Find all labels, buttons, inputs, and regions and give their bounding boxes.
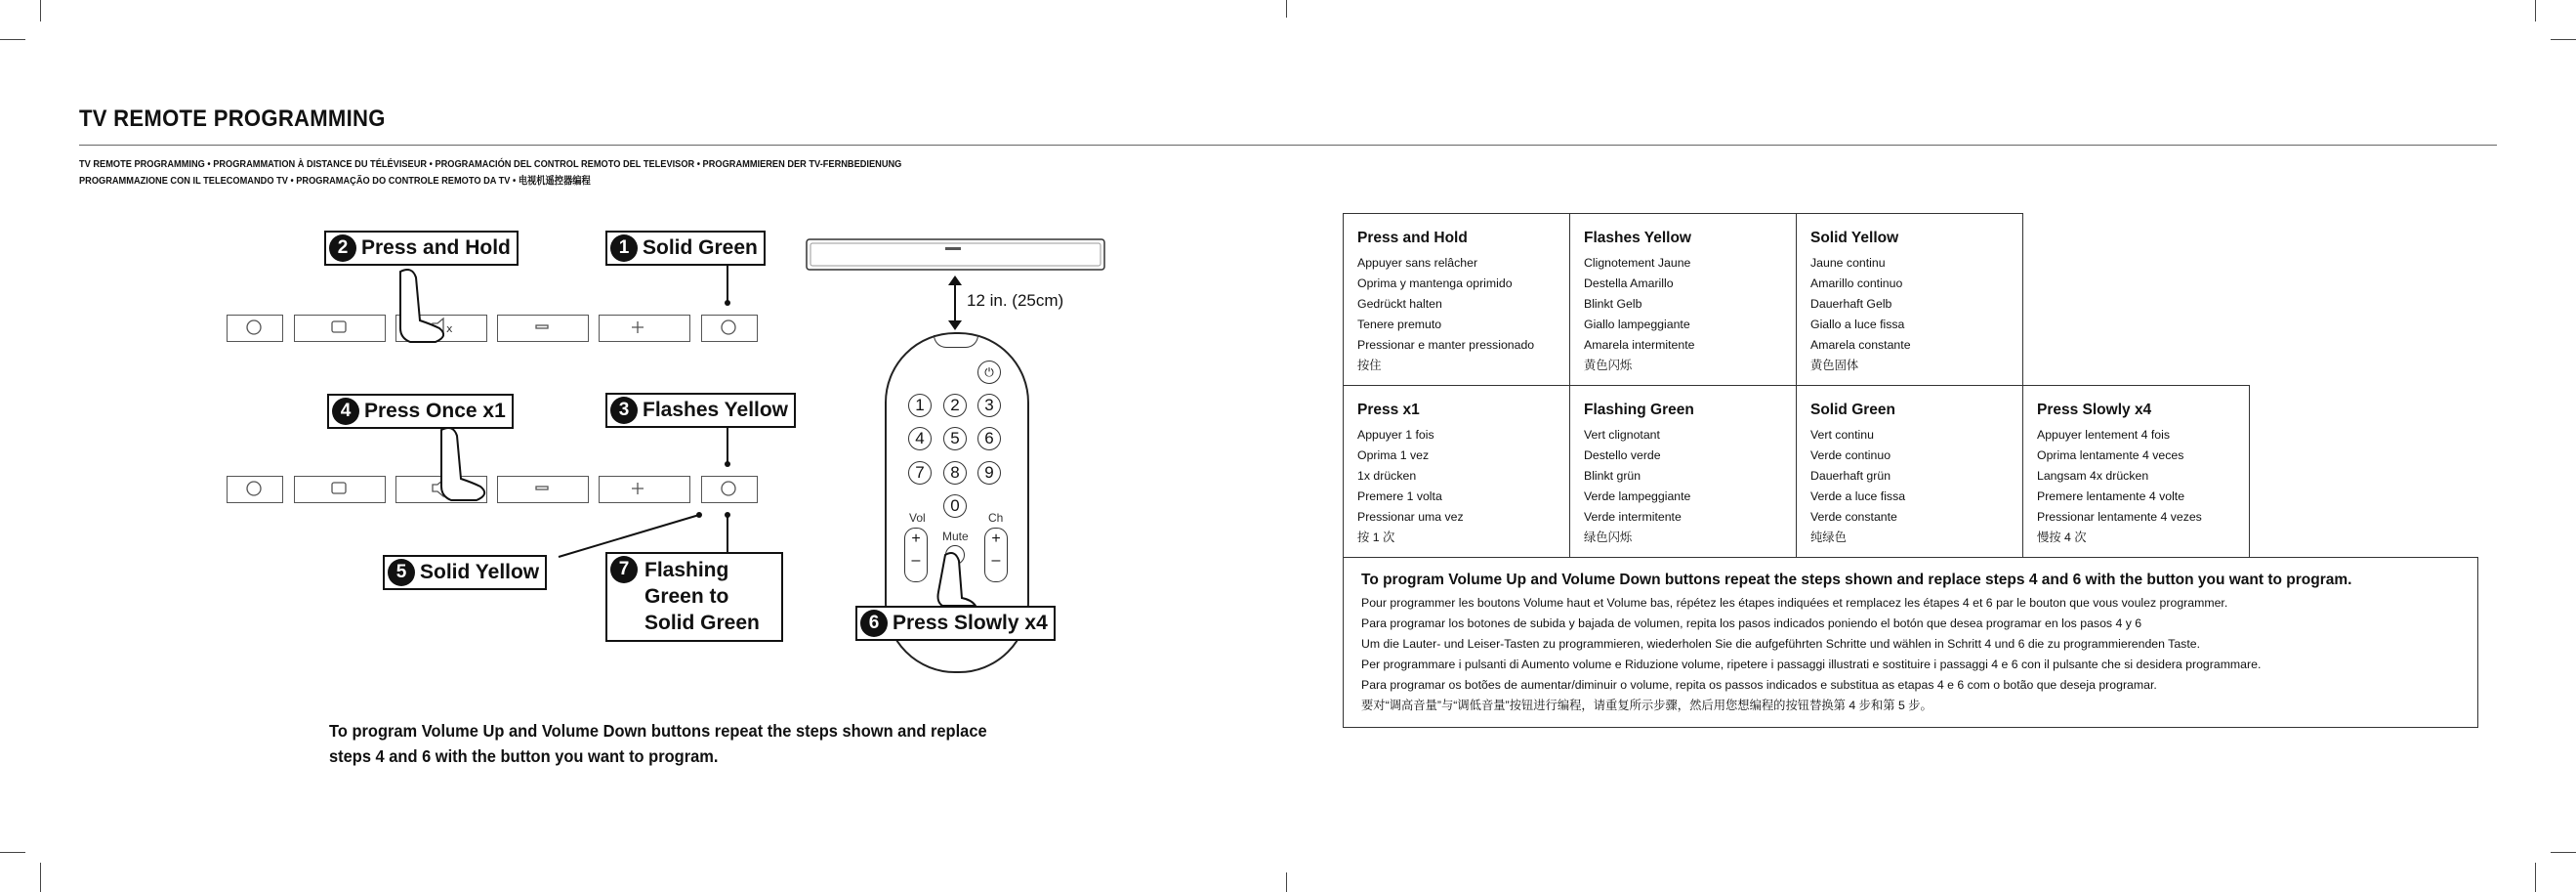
- step-label: Press Once x1: [364, 400, 506, 422]
- legend-cell-press-slowly-x4: [2022, 385, 2250, 558]
- legend-line: Tenere premuto: [1357, 318, 1442, 331]
- step-number: 4: [332, 398, 359, 425]
- step-number: 3: [610, 397, 638, 424]
- legend-line: Dauerhaft Gelb: [1810, 297, 1892, 311]
- legend-line: Verde constante: [1810, 510, 1897, 524]
- legend-line: Verde intermitente: [1584, 510, 1682, 524]
- step-number: 6: [860, 610, 888, 637]
- legend-line: Amarela constante: [1810, 338, 1911, 352]
- legend-line: Dauerhaft grün: [1810, 469, 1891, 483]
- legend-note-line: Para programar los botones de subida y bajada de volumen, repita los pasos indicados poniendo el botón que desea programar en los pasos 4 y 6: [1361, 616, 2142, 630]
- step-3-callout: [605, 393, 796, 428]
- digit-button[interactable]: 9: [977, 461, 1001, 485]
- legend-line: Blinkt Gelb: [1584, 297, 1642, 311]
- step-2-callout: [324, 231, 519, 266]
- legend-heading: Flashes Yellow: [1584, 230, 1691, 246]
- step-label-line: Solid Green: [644, 612, 760, 634]
- legend-line: Vert continu: [1810, 428, 1874, 442]
- legend-line: Premere 1 volta: [1357, 489, 1442, 503]
- legend-cell-solid-green: [1796, 385, 2023, 558]
- step-number: 1: [610, 234, 638, 262]
- digit-button[interactable]: 4: [908, 427, 932, 450]
- legend-heading: Press Slowly x4: [2037, 402, 2152, 418]
- legend-line: Premere lentamente 4 volte: [2037, 489, 2185, 503]
- step-label-line: Flashing: [644, 559, 729, 581]
- legend-line: Pressionar lentamente 4 vezes: [2037, 510, 2202, 524]
- step-7-callout: [605, 552, 783, 642]
- legend-heading: Flashing Green: [1584, 402, 1694, 418]
- step-1-callout: [605, 231, 766, 266]
- crop-mark: [2551, 39, 2576, 40]
- legend-line: 黄色闪烁: [1584, 359, 1633, 372]
- legend-line: 黄色固体: [1810, 359, 1859, 372]
- legend-line: 1x drücken: [1357, 469, 1417, 483]
- legend-note-line: Per programmare i pulsanti di Aumento volume e Riduzione volume, ripetere i passaggi illustrati e sostituire i passaggi 4 e 6 con il pulsante che si desidera programmare.: [1361, 658, 2262, 671]
- digit-button[interactable]: 8: [943, 461, 967, 485]
- legend-note-line: Para programar os botões de aumentar/diminuir o volume, repita os passos indicados e substitua as etapas 4 e 6 com o botão que deseja programar.: [1361, 678, 2157, 692]
- legend-line: Oprima lentamente 4 veces: [2037, 448, 2184, 462]
- legend-line: 纯绿色: [1810, 531, 1847, 544]
- crop-mark: [0, 852, 25, 853]
- legend-line: Verde lampeggiante: [1584, 489, 1691, 503]
- legend-line: 按住: [1357, 359, 1382, 372]
- step-4-callout: [327, 394, 514, 429]
- legend-line: Oprima 1 vez: [1357, 448, 1430, 462]
- digit-button[interactable]: 7: [908, 461, 932, 485]
- legend-cell-solid-yellow: [1796, 213, 2023, 386]
- legend-line: Giallo lampeggiante: [1584, 318, 1690, 331]
- step-label: Press Slowly x4: [893, 612, 1048, 634]
- power-button[interactable]: ⏻: [977, 361, 1001, 384]
- legend-line: Destello verde: [1584, 448, 1661, 462]
- legend-line: Langsam 4x drücken: [2037, 469, 2149, 483]
- remote-top-slot: [934, 335, 978, 348]
- ch-label: Ch: [988, 511, 1004, 525]
- legend-line: 绿色闪烁: [1584, 531, 1633, 544]
- crop-mark: [2535, 863, 2536, 892]
- legend-line: Vert clignotant: [1584, 428, 1660, 442]
- digit-button[interactable]: 2: [943, 394, 967, 417]
- legend-line: Jaune continu: [1810, 256, 1886, 270]
- step-6-callout: [855, 606, 1056, 641]
- digit-button[interactable]: 0: [943, 494, 967, 518]
- legend-line: Clignotement Jaune: [1584, 256, 1691, 270]
- step-5-callout: [383, 555, 547, 590]
- step-label: Solid Yellow: [420, 561, 540, 583]
- vol-label: Vol: [909, 511, 926, 525]
- legend-note-line: Pour programmer les boutons Volume haut et Volume bas, répétez les étapes indiquées et remplacez les étapes 4 et 6 par le bouton que vous voulez programmer.: [1361, 596, 2228, 610]
- legend-line: Verde continuo: [1810, 448, 1891, 462]
- digit-button[interactable]: 5: [943, 427, 967, 450]
- legend-cell-flashes-yellow: [1569, 213, 1797, 386]
- crop-mark: [1286, 872, 1287, 892]
- legend-line: Appuyer 1 fois: [1357, 428, 1434, 442]
- distance-label: 12 in. (25cm): [967, 291, 1064, 310]
- svg-text:x: x: [446, 322, 453, 335]
- legend-cell-flashing-green: [1569, 385, 1797, 558]
- step-label-line: Green to: [644, 585, 729, 608]
- legend-line: 按 1 次: [1357, 531, 1395, 544]
- legend-note-line: 要对“调高音量”与“调低音量”按钮进行编程，请重复所示步骤，然后用您想编程的按钮替换第 4 步和第 5 步。: [1361, 699, 1932, 712]
- legend-cell-press-and-hold: [1343, 213, 1570, 386]
- digit-button[interactable]: 3: [977, 394, 1001, 417]
- crop-mark: [40, 863, 41, 892]
- step-number: 7: [610, 556, 638, 583]
- legend-note-line: Um die Lauter- und Leiser-Tasten zu programmieren, wiederholen Sie die aufgeführten Schritte und wählen in Schritt 4 und 6 die zu programmierenden Taste.: [1361, 637, 2200, 651]
- legend-line: Destella Amarillo: [1584, 276, 1674, 290]
- step-label: Solid Green: [643, 236, 758, 259]
- channel-rocker[interactable]: + –: [984, 528, 1008, 582]
- digit-button[interactable]: 6: [977, 427, 1001, 450]
- digit-button[interactable]: 1: [908, 394, 932, 417]
- mute-label: Mute: [942, 530, 969, 543]
- legend-line: Pressionar uma vez: [1357, 510, 1464, 524]
- legend-line: Gedrückt halten: [1357, 297, 1442, 311]
- legend-line: Amarela intermitente: [1584, 338, 1695, 352]
- legend-heading: Solid Green: [1810, 402, 1895, 418]
- volume-rocker[interactable]: + –: [904, 528, 928, 582]
- legend-line: Appuyer lentement 4 fois: [2037, 428, 2171, 442]
- legend-heading: Press and Hold: [1357, 230, 1468, 246]
- crop-mark: [2535, 0, 2536, 21]
- legend-line: Oprima y mantenga oprimido: [1357, 276, 1513, 290]
- step-number: 5: [388, 559, 415, 586]
- crop-mark: [1286, 0, 1287, 18]
- diagram-footnote: To program Volume Up and Volume Down buttons repeat the steps shown and replace steps 4 and 6 with the button you want to program.: [329, 721, 987, 766]
- page-title: TV REMOTE PROGRAMMING: [79, 106, 386, 132]
- legend-note-heading: To program Volume Up and Volume Down buttons repeat the steps shown and replace steps 4 and 6 with the button you want to program.: [1361, 572, 2352, 588]
- legend-line: Giallo a luce fissa: [1810, 318, 1905, 331]
- step-number: 2: [329, 234, 356, 262]
- legend-line: Blinkt grün: [1584, 469, 1641, 483]
- step-label: Press and Hold: [361, 236, 511, 259]
- legend-heading: Solid Yellow: [1810, 230, 1899, 246]
- legend-line: Verde a luce fissa: [1810, 489, 1906, 503]
- subtitle-line-1: TV REMOTE PROGRAMMING • PROGRAMMATION À DISTANCE DU TÉLÉVISEUR • PROGRAMACIÓN DEL CONTROL REMOTO DEL TELEVISOR • PROGRAMMIEREN DER TV-FERNBEDIENUNG: [79, 158, 902, 170]
- legend-line: 慢按 4 次: [2037, 531, 2087, 544]
- crop-mark: [2551, 852, 2576, 853]
- legend-cell-press-x1: [1343, 385, 1570, 558]
- subtitle-line-2: PROGRAMMAZIONE CON IL TELECOMANDO TV • PROGRAMAÇÃO DO CONTROLE REMOTO DA TV • 电视机遥控器编程: [79, 175, 591, 187]
- legend-line: Pressionar e manter pressionado: [1357, 338, 1535, 352]
- step-label: Flashes Yellow: [643, 399, 789, 421]
- legend-heading: Press x1: [1357, 402, 1420, 418]
- legend-line: Amarillo continuo: [1810, 276, 1903, 290]
- legend-note: [1343, 557, 2478, 728]
- legend-line: Appuyer sans relâcher: [1357, 256, 1478, 270]
